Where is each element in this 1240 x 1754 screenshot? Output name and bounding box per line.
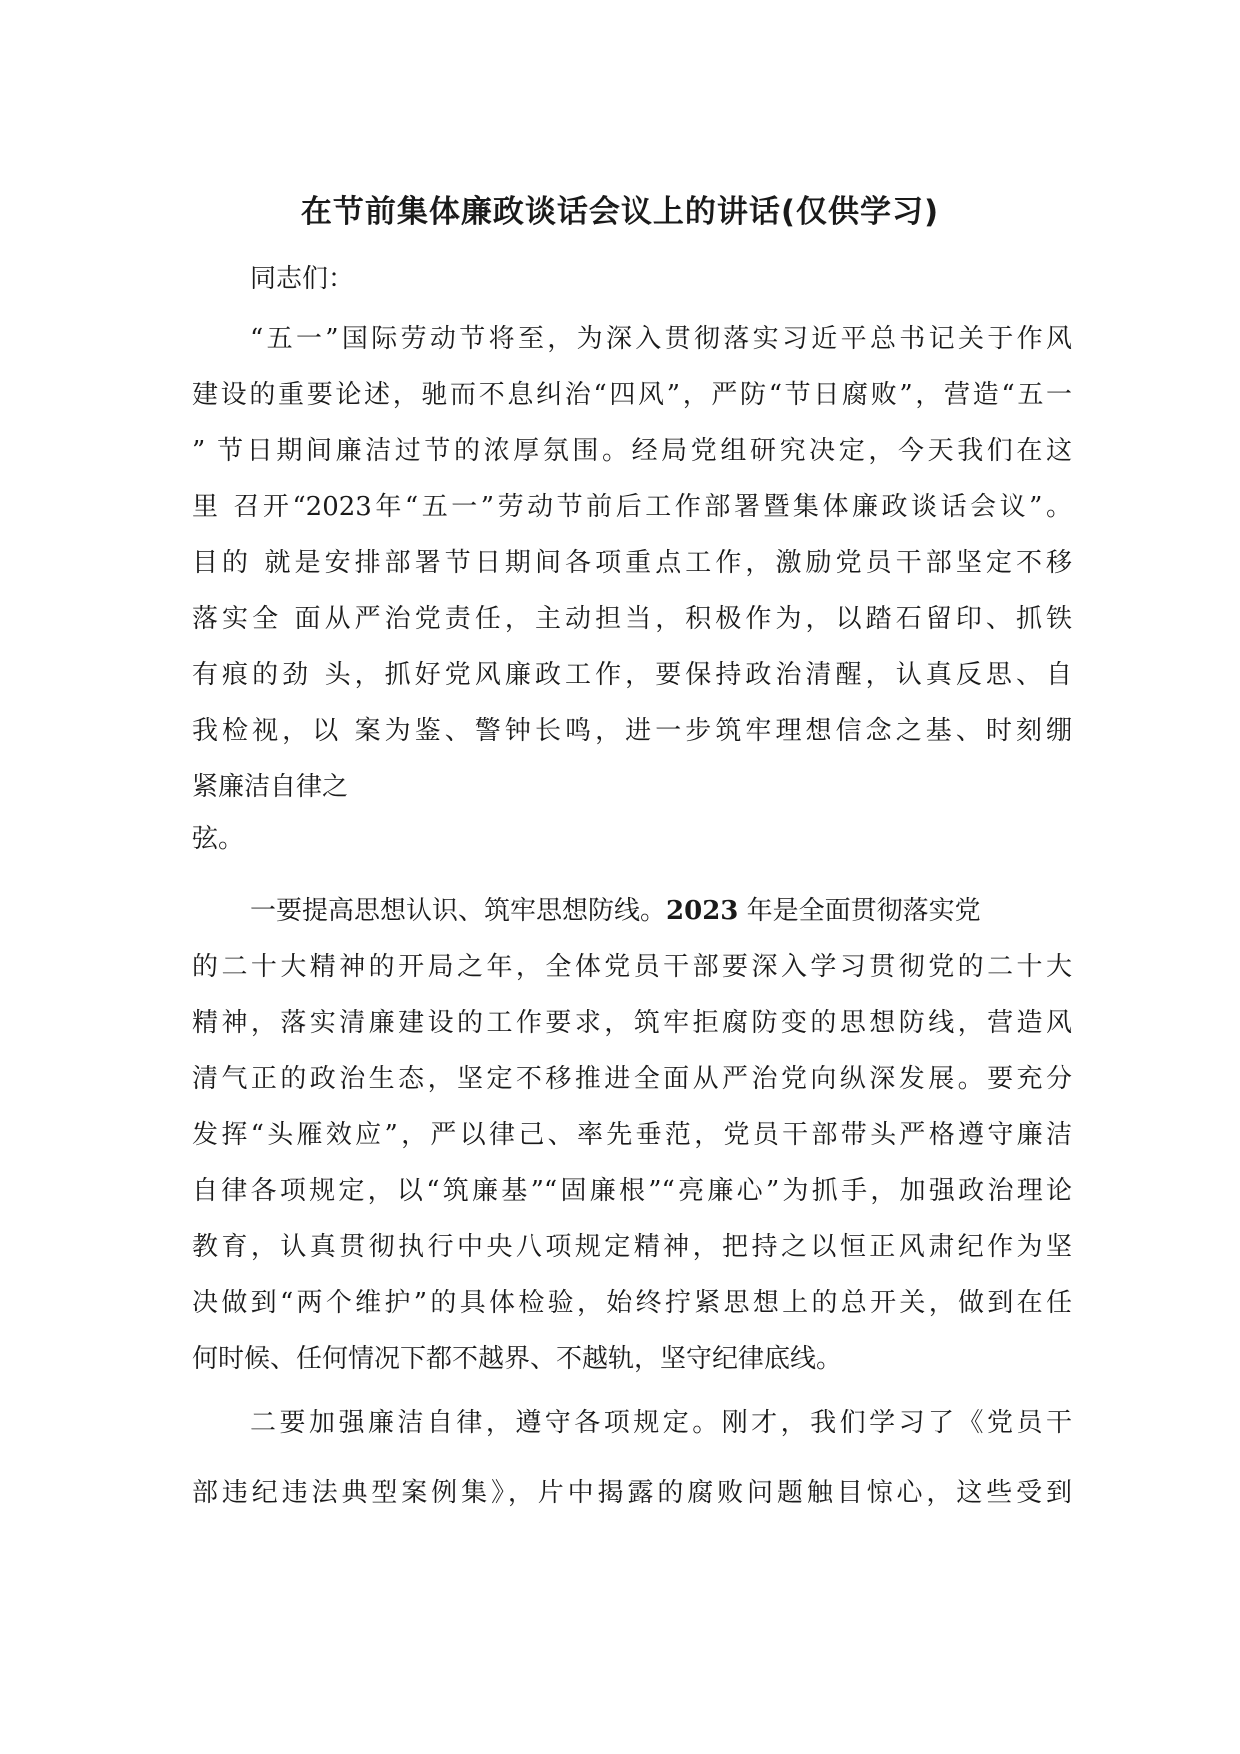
paragraph-line: 二要加强廉洁自律，遵守各项规定。刚才，我们学习了《党员干 <box>250 1408 1072 1438</box>
paragraph-line: 里 召开“2023年“五一”劳动节前后工作部署暨集体廉政谈话会议”。 <box>192 492 1072 522</box>
year-number: 2023 <box>666 896 739 926</box>
paragraph-line: 有痕的劲 头，抓好党风廉政工作，要保持政治清醒，认真反思、自 <box>192 660 1072 690</box>
paragraph-line: 的二十大精神的开局之年，全体党员干部要深入学习贯彻党的二十大 <box>192 952 1072 982</box>
paragraph-line: 何时候、任何情况下都不越界、不越轨，坚守纪律底线。 <box>192 1344 843 1374</box>
paragraph-line <box>250 890 1072 927</box>
paragraph-line: 决做到“两个维护”的具体检验，始终拧紧思想上的总开关，做到在任 <box>192 1288 1072 1318</box>
paragraph-line: 精神，落实清廉建设的工作要求，筑牢拒腐防变的思想防线，营造风 <box>192 1008 1072 1038</box>
paragraph-line: 紧廉洁自律之 <box>192 772 349 802</box>
paragraph-line: 目的 就是安排部署节日期间各项重点工作，激励党员干部坚定不移 <box>192 548 1072 578</box>
greeting: 同志们： <box>250 264 355 294</box>
paragraph-line: 自律各项规定，以“筑廉基”“固廉根”“亮廉心”为抓手，加强政治理论 <box>192 1176 1072 1206</box>
paragraph-line: 落实全 面从严治党责任，主动担当，积极作为，以踏石留印、抓铁 <box>192 604 1072 634</box>
paragraph-line: 发挥“头雁效应”，严以律己、率先垂范，党员干部带头严格遵守廉洁 <box>192 1120 1072 1150</box>
paragraph-line: 清气正的政治生态，坚定不移推进全面从严治党向纵深发展。要充分 <box>192 1064 1072 1094</box>
paragraph-line: 教育，认真贯彻执行中央八项规定精神，把持之以恒正风肃纪作为坚 <box>192 1232 1072 1262</box>
paragraph-text: 一要提高思想认识、筑牢思想防线。 <box>250 896 667 926</box>
document-title: 在节前集体廉政谈话会议上的讲话(仅供学习) <box>300 194 940 230</box>
paragraph-line: 弦。 <box>192 824 245 854</box>
paragraph-line: 我检视，以 案为鉴、警钟长鸣，进一步筑牢理想信念之基、时刻绷 <box>192 716 1072 746</box>
paragraph-text: 年是全面贯彻落实党 <box>738 896 981 926</box>
paragraph-line: “五一”国际劳动节将至，为深入贯彻落实习近平总书记关于作风 <box>250 324 1072 354</box>
paragraph-line: 部违纪违法典型案例集》，片中揭露的腐败问题触目惊心，这些受到 <box>192 1478 1072 1508</box>
paragraph-line: ” 节日期间廉洁过节的浓厚氛围。经局党组研究决定，今天我们在这 <box>192 436 1072 466</box>
paragraph-line: 建设的重要论述，驰而不息纠治“四风”，严防“节日腐败”，营造“五一 <box>192 380 1072 410</box>
